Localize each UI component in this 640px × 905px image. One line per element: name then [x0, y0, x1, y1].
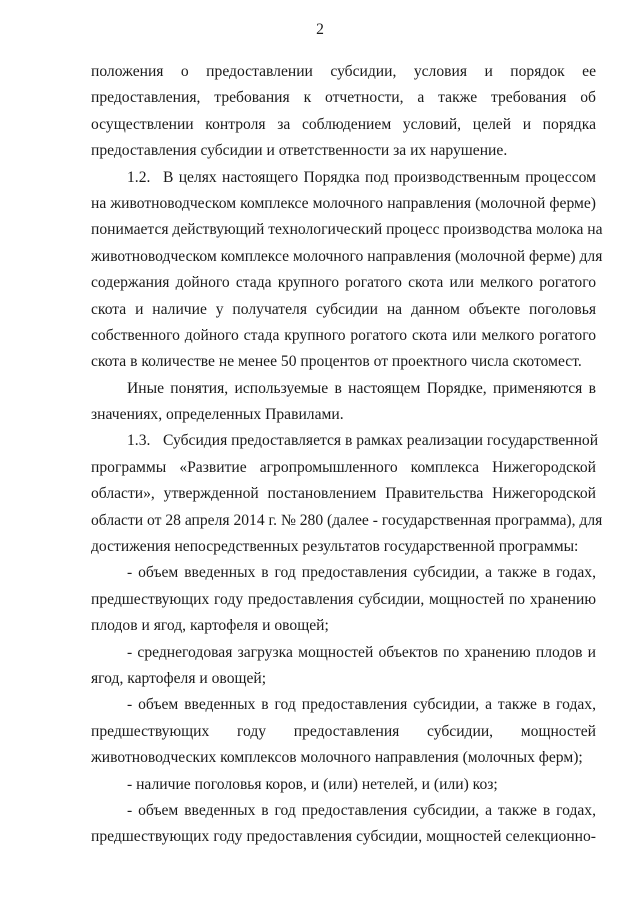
paragraph-intro: [91, 59, 596, 165]
text-line-content: В целях настоящего Порядка под производственным процессом: [163, 168, 596, 186]
text-line: положения о предоставлении субсидии, условия и порядок ее: [91, 63, 596, 80]
text-line: достижения непосредственных результатов государственной программы:: [91, 538, 579, 556]
text-line: ягод, картофеля и овощей;: [91, 669, 267, 687]
text-line: области», утвержденной постановлением Правительства Нижегородской: [91, 485, 596, 503]
text-line: собственного дойного стада крупного рогатого скота или мелкого рогатого: [91, 326, 596, 344]
text-line: - объем введенных в год предоставления субсидии, а также в годах,: [127, 801, 596, 819]
list-item: [91, 692, 596, 771]
text-line: предшествующих году предоставления субсидии, мощностей: [91, 722, 596, 740]
list-item: [91, 560, 596, 639]
text-line: Иные понятия, используемые в настоящем Порядке, применяются в: [127, 379, 596, 397]
text-line: области от 28 апреля 2014 г. № 280 (далее - государственная программа), для: [91, 511, 603, 529]
text-line: предшествующих году предоставления субсидии, мощностей по хранению: [91, 590, 596, 608]
list-item: [91, 772, 596, 798]
text-line: понимается действующий технологический процесс производства молока на: [91, 221, 603, 239]
text-line: осуществлении контроля за соблюдением условий, целей и порядка: [91, 115, 596, 133]
list-item: [91, 798, 596, 851]
text-line: предшествующих году предоставления субсидии, мощностей селекционно-: [91, 828, 596, 846]
text-line: животноводческих комплексов молочного направления (молочных ферм);: [91, 749, 583, 767]
list-item: [91, 640, 596, 693]
text-line: предоставления, требования к отчетности, а также требования об: [91, 89, 596, 107]
text-line: значениях, определенных Правилами.: [91, 406, 344, 424]
text-line: - объем введенных в год предоставления субсидии, а также в годах,: [127, 564, 596, 582]
text-line: - среднегодовая загрузка мощностей объектов по хранению плодов и: [127, 643, 596, 661]
text-line: плодов и ягод, картофеля и овощей;: [91, 617, 329, 635]
text-line: [91, 165, 596, 191]
clause-number: 1.2.: [127, 168, 151, 186]
text-line: - объем введенных в год предоставления субсидии, а также в годах,: [127, 696, 596, 714]
text-line: предоставления субсидии и ответственности за их нарушение.: [91, 142, 508, 160]
text-line-content: Субсидия предоставляется в рамках реализации государственной: [163, 432, 599, 450]
text-line: содержания дойного стада крупного рогатого скота или мелкого рогатого: [91, 274, 596, 292]
document-body: [91, 59, 603, 851]
text-line: животноводческом комплексе молочного направления (молочной ферме) для: [91, 247, 603, 265]
paragraph-definitions: [91, 376, 596, 429]
text-line: - наличие поголовья коров, и (или) нетелей, и (или) коз;: [127, 775, 498, 793]
text-line: программы «Развитие агропромышленного комплекса Нижегородской: [91, 458, 596, 476]
paragraph-1-3: [91, 428, 603, 560]
text-line: на животноводческом комплексе молочного направления (молочной ферме): [91, 194, 596, 212]
clause-number: 1.3.: [127, 432, 151, 450]
paragraph-1-2: [91, 165, 603, 376]
page-number: 2: [316, 21, 324, 38]
text-line: скота в количестве не менее 50 процентов от проектного числа скотомест.: [91, 353, 582, 371]
text-line: скота и наличие у получателя субсидии на данном объекте поголовья: [91, 300, 596, 318]
text-line: [91, 428, 599, 454]
